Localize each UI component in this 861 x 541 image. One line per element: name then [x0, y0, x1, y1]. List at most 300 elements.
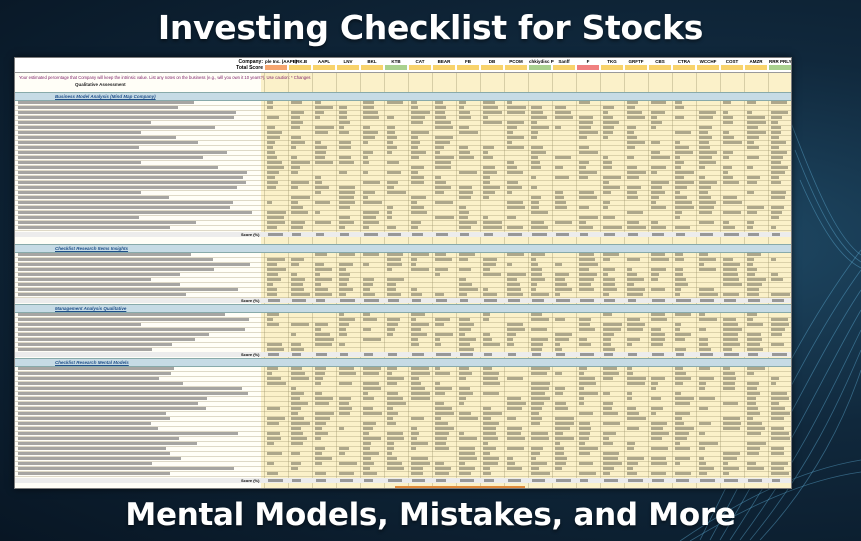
answer-cell[interactable] [771, 196, 785, 199]
answer-cell[interactable] [315, 372, 325, 375]
answer-cell[interactable] [531, 156, 538, 159]
answer-cell[interactable] [555, 432, 563, 435]
answer-cell[interactable] [363, 253, 379, 256]
answer-cell[interactable] [531, 221, 544, 224]
answer-cell[interactable] [315, 392, 322, 395]
answer-cell[interactable] [459, 452, 475, 455]
answer-cell[interactable] [699, 377, 714, 380]
answer-cell[interactable] [603, 338, 611, 341]
answer-cell[interactable] [723, 268, 737, 271]
answer-cell[interactable] [291, 186, 298, 189]
answer-cell[interactable] [651, 382, 658, 385]
answer-cell[interactable] [339, 397, 351, 400]
answer-cell[interactable] [555, 111, 571, 114]
answer-cell[interactable] [315, 186, 329, 189]
answer-cell[interactable] [627, 293, 643, 296]
answer-cell[interactable] [315, 141, 321, 144]
answer-cell[interactable] [387, 116, 394, 119]
answer-cell[interactable] [675, 151, 693, 154]
answer-cell[interactable] [603, 121, 619, 124]
answer-cell[interactable] [723, 318, 736, 321]
answer-cell[interactable] [531, 328, 547, 331]
answer-cell[interactable] [435, 417, 441, 420]
answer-cell[interactable] [339, 283, 347, 286]
answer-cell[interactable] [723, 462, 728, 465]
answer-cell[interactable] [363, 126, 370, 129]
answer-cell[interactable] [603, 392, 610, 395]
answer-cell[interactable] [339, 126, 344, 129]
answer-cell[interactable] [699, 186, 711, 189]
answer-cell[interactable] [315, 253, 327, 256]
answer-cell[interactable] [387, 126, 395, 129]
answer-cell[interactable] [627, 141, 645, 144]
answer-cell[interactable] [699, 462, 706, 465]
answer-cell[interactable] [315, 131, 328, 134]
answer-cell[interactable] [699, 293, 718, 296]
answer-cell[interactable] [723, 348, 732, 351]
answer-cell[interactable] [291, 116, 300, 119]
answer-cell[interactable] [747, 273, 755, 276]
answer-cell[interactable] [723, 201, 742, 204]
answer-cell[interactable] [747, 338, 762, 341]
answer-cell[interactable] [435, 427, 454, 430]
answer-cell[interactable] [315, 111, 324, 114]
answer-cell[interactable] [411, 392, 430, 395]
answer-cell[interactable] [411, 397, 430, 400]
answer-cell[interactable] [387, 263, 402, 266]
answer-cell[interactable] [459, 392, 473, 395]
answer-cell[interactable] [651, 253, 665, 256]
answer-cell[interactable] [411, 462, 430, 465]
answer-cell[interactable] [579, 462, 593, 465]
answer-cell[interactable] [531, 211, 548, 214]
answer-cell[interactable] [267, 407, 280, 410]
answer-cell[interactable] [651, 472, 666, 475]
answer-cell[interactable] [579, 372, 584, 375]
answer-cell[interactable] [747, 392, 760, 395]
answer-cell[interactable] [315, 211, 320, 214]
answer-cell[interactable] [603, 367, 617, 370]
answer-cell[interactable] [267, 293, 277, 296]
answer-cell[interactable] [675, 323, 681, 326]
answer-cell[interactable] [555, 283, 567, 286]
answer-cell[interactable] [651, 387, 656, 390]
answer-cell[interactable] [363, 278, 374, 281]
answer-cell[interactable] [435, 268, 448, 271]
answer-cell[interactable] [531, 412, 539, 415]
answer-cell[interactable] [507, 432, 521, 435]
answer-cell[interactable] [579, 176, 588, 179]
answer-cell[interactable] [723, 338, 738, 341]
answer-cell[interactable] [339, 161, 354, 164]
answer-cell[interactable] [675, 201, 692, 204]
answer-cell[interactable] [699, 161, 716, 164]
answer-cell[interactable] [459, 417, 478, 420]
answer-cell[interactable] [339, 412, 350, 415]
answer-cell[interactable] [315, 412, 334, 415]
answer-cell[interactable] [771, 116, 782, 119]
answer-cell[interactable] [411, 442, 428, 445]
answer-cell[interactable] [771, 427, 784, 430]
answer-cell[interactable] [627, 417, 646, 420]
answer-cell[interactable] [387, 407, 393, 410]
answer-cell[interactable] [699, 432, 705, 435]
answer-cell[interactable] [603, 216, 615, 219]
answer-cell[interactable] [291, 397, 300, 400]
answer-cell[interactable] [459, 472, 471, 475]
answer-cell[interactable] [627, 377, 646, 380]
answer-cell[interactable] [651, 273, 659, 276]
answer-cell[interactable] [339, 156, 351, 159]
answer-cell[interactable] [699, 253, 708, 256]
answer-cell[interactable] [723, 226, 735, 229]
answer-cell[interactable] [531, 121, 537, 124]
answer-cell[interactable] [579, 273, 597, 276]
answer-cell[interactable] [747, 447, 760, 450]
answer-cell[interactable] [771, 382, 776, 385]
answer-cell[interactable] [267, 273, 278, 276]
answer-cell[interactable] [627, 191, 637, 194]
answer-cell[interactable] [363, 161, 369, 164]
answer-cell[interactable] [387, 258, 401, 261]
answer-cell[interactable] [459, 106, 464, 109]
answer-cell[interactable] [723, 181, 739, 184]
answer-cell[interactable] [723, 121, 733, 124]
answer-cell[interactable] [555, 166, 563, 169]
answer-cell[interactable] [699, 111, 716, 114]
answer-cell[interactable] [435, 372, 450, 375]
answer-cell[interactable] [579, 447, 598, 450]
answer-cell[interactable] [315, 151, 326, 154]
answer-cell[interactable] [555, 402, 566, 405]
answer-cell[interactable] [363, 472, 377, 475]
answer-cell[interactable] [651, 278, 658, 281]
answer-cell[interactable] [555, 176, 569, 179]
answer-cell[interactable] [363, 293, 375, 296]
answer-cell[interactable] [507, 201, 523, 204]
answer-cell[interactable] [555, 191, 563, 194]
answer-cell[interactable] [291, 283, 303, 286]
answer-cell[interactable] [627, 283, 634, 286]
answer-cell[interactable] [651, 206, 666, 209]
answer-cell[interactable] [339, 116, 347, 119]
answer-cell[interactable] [291, 387, 296, 390]
answer-cell[interactable] [411, 136, 418, 139]
answer-cell[interactable] [603, 462, 622, 465]
answer-cell[interactable] [747, 141, 754, 144]
answer-cell[interactable] [627, 323, 645, 326]
answer-cell[interactable] [771, 328, 785, 331]
answer-cell[interactable] [675, 273, 683, 276]
answer-cell[interactable] [363, 263, 369, 266]
answer-cell[interactable] [555, 278, 565, 281]
answer-cell[interactable] [507, 407, 522, 410]
answer-cell[interactable] [411, 472, 423, 475]
answer-cell[interactable] [507, 273, 526, 276]
answer-cell[interactable] [483, 171, 497, 174]
answer-cell[interactable] [507, 338, 513, 341]
answer-cell[interactable] [651, 186, 662, 189]
answer-cell[interactable] [435, 161, 451, 164]
answer-cell[interactable] [435, 432, 449, 435]
answer-cell[interactable] [723, 196, 737, 199]
answer-cell[interactable] [411, 131, 429, 134]
answer-cell[interactable] [555, 427, 570, 430]
answer-cell[interactable] [627, 131, 634, 134]
answer-cell[interactable] [531, 457, 536, 460]
answer-cell[interactable] [771, 258, 776, 261]
answer-cell[interactable] [435, 216, 454, 219]
answer-cell[interactable] [531, 273, 542, 276]
answer-cell[interactable] [531, 348, 542, 351]
answer-cell[interactable] [675, 348, 686, 351]
answer-cell[interactable] [267, 211, 286, 214]
answer-cell[interactable] [267, 437, 281, 440]
answer-cell[interactable] [723, 176, 733, 179]
answer-cell[interactable] [267, 278, 281, 281]
answer-cell[interactable] [675, 146, 689, 149]
answer-cell[interactable] [723, 333, 738, 336]
answer-cell[interactable] [771, 333, 782, 336]
answer-cell[interactable] [435, 422, 448, 425]
answer-cell[interactable] [411, 258, 417, 261]
answer-cell[interactable] [507, 111, 525, 114]
answer-cell[interactable] [627, 273, 637, 276]
answer-cell[interactable] [675, 253, 683, 256]
answer-cell[interactable] [555, 467, 562, 470]
answer-cell[interactable] [627, 101, 638, 104]
answer-cell[interactable] [507, 333, 516, 336]
answer-cell[interactable] [675, 313, 691, 316]
answer-cell[interactable] [579, 258, 595, 261]
answer-cell[interactable] [723, 278, 739, 281]
answer-cell[interactable] [579, 422, 590, 425]
answer-cell[interactable] [507, 288, 521, 291]
answer-cell[interactable] [603, 422, 620, 425]
answer-cell[interactable] [435, 392, 445, 395]
answer-cell[interactable] [747, 422, 762, 425]
answer-cell[interactable] [675, 382, 683, 385]
answer-cell[interactable] [579, 382, 596, 385]
answer-cell[interactable] [579, 288, 594, 291]
answer-cell[interactable] [723, 263, 740, 266]
answer-cell[interactable] [603, 176, 621, 179]
answer-cell[interactable] [459, 156, 474, 159]
answer-cell[interactable] [411, 176, 424, 179]
answer-cell[interactable] [723, 293, 739, 296]
answer-cell[interactable] [675, 472, 691, 475]
answer-cell[interactable] [555, 221, 572, 224]
answer-cell[interactable] [603, 201, 610, 204]
answer-cell[interactable] [651, 121, 662, 124]
answer-cell[interactable] [459, 328, 471, 331]
answer-cell[interactable] [483, 382, 500, 385]
answer-cell[interactable] [579, 116, 593, 119]
answer-cell[interactable] [291, 121, 303, 124]
answer-cell[interactable] [339, 221, 354, 224]
answer-cell[interactable] [651, 111, 665, 114]
answer-cell[interactable] [267, 422, 279, 425]
answer-cell[interactable] [291, 323, 309, 326]
answer-cell[interactable] [723, 116, 733, 119]
answer-cell[interactable] [363, 392, 368, 395]
answer-cell[interactable] [747, 211, 757, 214]
answer-cell[interactable] [771, 452, 784, 455]
answer-cell[interactable] [291, 452, 300, 455]
answer-cell[interactable] [483, 457, 499, 460]
answer-cell[interactable] [267, 323, 279, 326]
answer-cell[interactable] [435, 136, 453, 139]
answer-cell[interactable] [387, 442, 394, 445]
answer-cell[interactable] [267, 131, 282, 134]
answer-cell[interactable] [411, 382, 421, 385]
answer-cell[interactable] [435, 156, 454, 159]
answer-cell[interactable] [411, 338, 418, 341]
answer-cell[interactable] [675, 412, 690, 415]
answer-cell[interactable] [363, 328, 371, 331]
answer-cell[interactable] [267, 101, 273, 104]
answer-cell[interactable] [507, 447, 524, 450]
answer-cell[interactable] [435, 201, 453, 204]
answer-cell[interactable] [363, 151, 373, 154]
answer-cell[interactable] [603, 278, 615, 281]
answer-cell[interactable] [603, 161, 612, 164]
answer-cell[interactable] [339, 293, 346, 296]
answer-cell[interactable] [651, 377, 665, 380]
answer-cell[interactable] [267, 442, 274, 445]
answer-cell[interactable] [723, 417, 740, 420]
answer-cell[interactable] [267, 452, 282, 455]
answer-cell[interactable] [555, 392, 563, 395]
answer-cell[interactable] [483, 121, 502, 124]
answer-cell[interactable] [435, 101, 443, 104]
answer-cell[interactable] [339, 313, 344, 316]
answer-cell[interactable] [459, 462, 465, 465]
answer-cell[interactable] [315, 283, 321, 286]
answer-cell[interactable] [627, 412, 639, 415]
answer-cell[interactable] [771, 407, 785, 410]
answer-cell[interactable] [771, 467, 784, 470]
answer-cell[interactable] [267, 258, 285, 261]
answer-cell[interactable] [315, 126, 334, 129]
answer-cell[interactable] [771, 273, 778, 276]
answer-cell[interactable] [459, 191, 473, 194]
answer-cell[interactable] [339, 131, 349, 134]
answer-cell[interactable] [699, 348, 711, 351]
answer-cell[interactable] [723, 283, 742, 286]
answer-cell[interactable] [315, 343, 332, 346]
answer-cell[interactable] [531, 313, 542, 316]
answer-cell[interactable] [579, 166, 586, 169]
answer-cell[interactable] [507, 283, 520, 286]
answer-cell[interactable] [387, 382, 397, 385]
answer-cell[interactable] [771, 437, 790, 440]
answer-cell[interactable] [627, 268, 632, 271]
answer-cell[interactable] [387, 367, 397, 370]
answer-cell[interactable] [339, 343, 345, 346]
answer-cell[interactable] [483, 111, 502, 114]
answer-cell[interactable] [699, 447, 705, 450]
answer-cell[interactable] [627, 367, 632, 370]
answer-cell[interactable] [675, 106, 684, 109]
answer-cell[interactable] [771, 111, 788, 114]
answer-cell[interactable] [483, 176, 490, 179]
answer-cell[interactable] [747, 146, 759, 149]
answer-cell[interactable] [291, 417, 304, 420]
answer-cell[interactable] [387, 318, 400, 321]
answer-cell[interactable] [723, 141, 742, 144]
answer-cell[interactable] [483, 442, 488, 445]
answer-cell[interactable] [435, 186, 451, 189]
answer-cell[interactable] [363, 432, 369, 435]
answer-cell[interactable] [363, 226, 369, 229]
answer-cell[interactable] [771, 151, 787, 154]
answer-cell[interactable] [603, 131, 613, 134]
answer-cell[interactable] [435, 412, 454, 415]
answer-cell[interactable] [699, 387, 705, 390]
answer-cell[interactable] [723, 343, 740, 346]
answer-cell[interactable] [579, 387, 584, 390]
answer-cell[interactable] [507, 131, 513, 134]
answer-cell[interactable] [387, 211, 392, 214]
answer-cell[interactable] [675, 278, 686, 281]
answer-cell[interactable] [531, 402, 544, 405]
answer-cell[interactable] [459, 372, 472, 375]
answer-cell[interactable] [771, 412, 790, 415]
answer-cell[interactable] [627, 427, 639, 430]
answer-cell[interactable] [555, 407, 568, 410]
answer-cell[interactable] [579, 101, 590, 104]
answer-cell[interactable] [507, 186, 522, 189]
answer-cell[interactable] [315, 472, 326, 475]
answer-cell[interactable] [771, 156, 783, 159]
answer-cell[interactable] [459, 221, 477, 224]
answer-cell[interactable] [387, 432, 403, 435]
answer-cell[interactable] [771, 226, 776, 229]
answer-cell[interactable] [603, 206, 608, 209]
answer-cell[interactable] [723, 136, 734, 139]
answer-cell[interactable] [699, 151, 717, 154]
answer-cell[interactable] [555, 116, 573, 119]
answer-cell[interactable] [483, 447, 496, 450]
answer-cell[interactable] [363, 467, 370, 470]
answer-cell[interactable] [675, 258, 684, 261]
answer-cell[interactable] [387, 136, 397, 139]
answer-cell[interactable] [699, 263, 704, 266]
answer-cell[interactable] [675, 226, 690, 229]
answer-cell[interactable] [387, 457, 397, 460]
answer-cell[interactable] [531, 226, 548, 229]
answer-cell[interactable] [675, 432, 689, 435]
answer-cell[interactable] [339, 278, 349, 281]
answer-cell[interactable] [459, 131, 478, 134]
answer-cell[interactable] [747, 181, 757, 184]
answer-cell[interactable] [771, 211, 782, 214]
answer-cell[interactable] [579, 328, 595, 331]
answer-cell[interactable] [603, 452, 619, 455]
answer-cell[interactable] [531, 278, 545, 281]
answer-cell[interactable] [555, 343, 560, 346]
answer-cell[interactable] [459, 457, 477, 460]
answer-cell[interactable] [435, 343, 441, 346]
answer-cell[interactable] [531, 397, 550, 400]
answer-cell[interactable] [531, 111, 543, 114]
answer-cell[interactable] [435, 402, 444, 405]
answer-cell[interactable] [507, 161, 514, 164]
answer-cell[interactable] [507, 457, 513, 460]
answer-cell[interactable] [387, 392, 398, 395]
answer-cell[interactable] [339, 186, 355, 189]
